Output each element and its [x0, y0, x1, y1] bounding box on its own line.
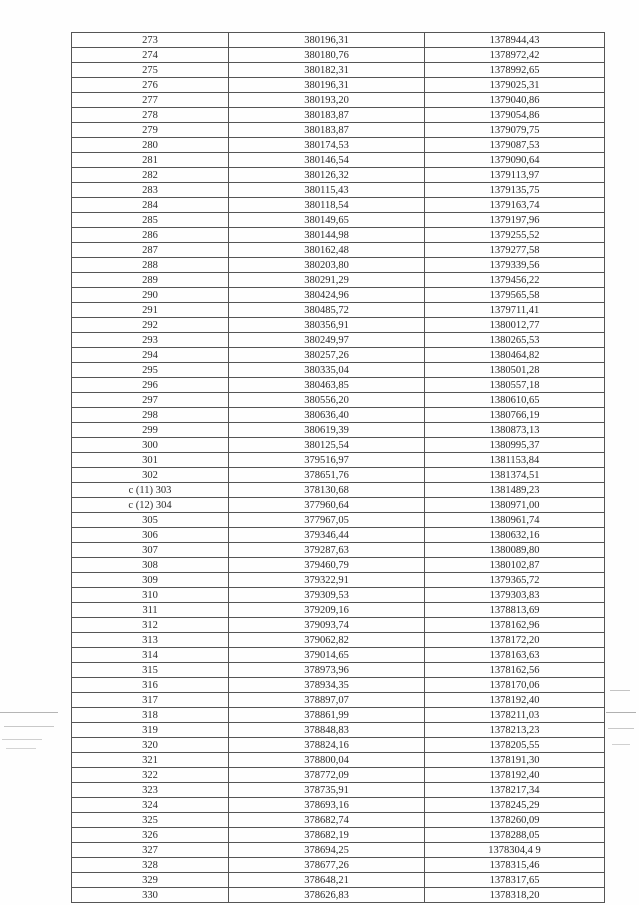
point-number-cell: 321 — [72, 753, 229, 768]
y-coordinate-cell: 1379054,86 — [425, 108, 605, 123]
y-coordinate-cell: 1378992,65 — [425, 63, 605, 78]
point-number-cell: 323 — [72, 783, 229, 798]
point-number-cell: 275 — [72, 63, 229, 78]
x-coordinate-cell: 380619,39 — [229, 423, 425, 438]
table-row — [72, 288, 605, 303]
y-coordinate-cell: 1378318,20 — [425, 888, 605, 903]
table-row — [72, 168, 605, 183]
table-row — [72, 183, 605, 198]
table-row — [72, 483, 605, 498]
point-number-cell: 279 — [72, 123, 229, 138]
y-coordinate-cell: 1380873,13 — [425, 423, 605, 438]
point-number-cell: 273 — [72, 33, 229, 48]
point-number-cell: 319 — [72, 723, 229, 738]
y-coordinate-cell: 1379277,58 — [425, 243, 605, 258]
point-number-cell: 311 — [72, 603, 229, 618]
x-coordinate-cell: 380463,85 — [229, 378, 425, 393]
point-number-cell: 322 — [72, 768, 229, 783]
y-coordinate-cell: 1380501,28 — [425, 363, 605, 378]
x-coordinate-cell: 379346,44 — [229, 528, 425, 543]
point-number-cell: 295 — [72, 363, 229, 378]
x-coordinate-cell: 380556,20 — [229, 393, 425, 408]
x-coordinate-cell: 380424,96 — [229, 288, 425, 303]
table-row — [72, 393, 605, 408]
y-coordinate-cell: 1379090,64 — [425, 153, 605, 168]
point-number-cell: 285 — [72, 213, 229, 228]
y-coordinate-cell: 1378192,40 — [425, 768, 605, 783]
y-coordinate-cell: 1378163,63 — [425, 648, 605, 663]
point-number-cell: 301 — [72, 453, 229, 468]
y-coordinate-cell: 1379197,96 — [425, 213, 605, 228]
point-number-cell: 308 — [72, 558, 229, 573]
table-row — [72, 198, 605, 213]
y-coordinate-cell: 1379711,41 — [425, 303, 605, 318]
x-coordinate-cell: 379516,97 — [229, 453, 425, 468]
table-row — [72, 363, 605, 378]
y-coordinate-cell: 1380265,53 — [425, 333, 605, 348]
y-coordinate-cell: 1378315,46 — [425, 858, 605, 873]
point-number-cell: 290 — [72, 288, 229, 303]
point-number-cell: 293 — [72, 333, 229, 348]
table-row — [72, 768, 605, 783]
x-coordinate-cell: 380485,72 — [229, 303, 425, 318]
table-row — [72, 228, 605, 243]
point-number-cell: 307 — [72, 543, 229, 558]
y-coordinate-cell: 1380012,77 — [425, 318, 605, 333]
y-coordinate-cell: 1378317,65 — [425, 873, 605, 888]
point-number-cell: 326 — [72, 828, 229, 843]
x-coordinate-cell: 378682,19 — [229, 828, 425, 843]
point-number-cell: 283 — [72, 183, 229, 198]
table-row — [72, 468, 605, 483]
x-coordinate-cell: 378648,21 — [229, 873, 425, 888]
y-coordinate-cell: 1378211,03 — [425, 708, 605, 723]
x-coordinate-cell: 378130,68 — [229, 483, 425, 498]
x-coordinate-cell: 380182,31 — [229, 63, 425, 78]
table-row — [72, 573, 605, 588]
x-coordinate-cell: 378934,35 — [229, 678, 425, 693]
x-coordinate-cell: 380162,48 — [229, 243, 425, 258]
point-number-cell: 330 — [72, 888, 229, 903]
x-coordinate-cell: 380144,98 — [229, 228, 425, 243]
point-number-cell: 318 — [72, 708, 229, 723]
x-coordinate-cell: 379309,53 — [229, 588, 425, 603]
table-row — [72, 63, 605, 78]
x-coordinate-cell: 380180,76 — [229, 48, 425, 63]
point-number-cell: 281 — [72, 153, 229, 168]
point-number-cell: 327 — [72, 843, 229, 858]
y-coordinate-cell: 1380089,80 — [425, 543, 605, 558]
y-coordinate-cell: 1378170,06 — [425, 678, 605, 693]
x-coordinate-cell: 380203,80 — [229, 258, 425, 273]
y-coordinate-cell: 1378972,42 — [425, 48, 605, 63]
table-row — [72, 588, 605, 603]
x-coordinate-cell: 379062,82 — [229, 633, 425, 648]
point-number-cell: 296 — [72, 378, 229, 393]
y-coordinate-cell: 1379113,97 — [425, 168, 605, 183]
x-coordinate-cell: 380249,97 — [229, 333, 425, 348]
y-coordinate-cell: 1378205,55 — [425, 738, 605, 753]
y-coordinate-cell: 1379135,75 — [425, 183, 605, 198]
table-row — [72, 858, 605, 873]
x-coordinate-cell: 380115,43 — [229, 183, 425, 198]
point-number-cell: 280 — [72, 138, 229, 153]
x-coordinate-cell: 380335,04 — [229, 363, 425, 378]
point-number-cell: 320 — [72, 738, 229, 753]
y-coordinate-cell: 1378192,40 — [425, 693, 605, 708]
point-number-cell: 278 — [72, 108, 229, 123]
y-coordinate-cell: 1379339,56 — [425, 258, 605, 273]
y-coordinate-cell: 1379040,86 — [425, 93, 605, 108]
y-coordinate-cell: 1379255,52 — [425, 228, 605, 243]
point-number-cell: 309 — [72, 573, 229, 588]
y-coordinate-cell: 1379565,58 — [425, 288, 605, 303]
x-coordinate-cell: 379093,74 — [229, 618, 425, 633]
table-row — [72, 753, 605, 768]
x-coordinate-cell: 380125,54 — [229, 438, 425, 453]
y-coordinate-cell: 1381374,51 — [425, 468, 605, 483]
table-row — [72, 153, 605, 168]
x-coordinate-cell: 377967,05 — [229, 513, 425, 528]
table-row — [72, 648, 605, 663]
y-coordinate-cell: 1378813,69 — [425, 603, 605, 618]
x-coordinate-cell: 380291,29 — [229, 273, 425, 288]
x-coordinate-cell: 380257,26 — [229, 348, 425, 363]
y-coordinate-cell: 1378944,43 — [425, 33, 605, 48]
x-coordinate-cell: 378772,09 — [229, 768, 425, 783]
point-number-cell: 315 — [72, 663, 229, 678]
y-coordinate-cell: 1379456,22 — [425, 273, 605, 288]
y-coordinate-cell: 1378213,23 — [425, 723, 605, 738]
table-row — [72, 258, 605, 273]
table-row — [72, 543, 605, 558]
y-coordinate-cell: 1380557,18 — [425, 378, 605, 393]
table-row — [72, 873, 605, 888]
table-row — [72, 813, 605, 828]
x-coordinate-cell: 380193,20 — [229, 93, 425, 108]
table-row — [72, 453, 605, 468]
table-row — [72, 723, 605, 738]
table-row — [72, 678, 605, 693]
table-row — [72, 513, 605, 528]
point-number-cell: 284 — [72, 198, 229, 213]
x-coordinate-cell: 378651,76 — [229, 468, 425, 483]
x-coordinate-cell: 378973,96 — [229, 663, 425, 678]
table-row — [72, 273, 605, 288]
table-row — [72, 243, 605, 258]
x-coordinate-cell: 378677,26 — [229, 858, 425, 873]
table-row — [72, 693, 605, 708]
table-row — [72, 618, 605, 633]
x-coordinate-cell: 378693,16 — [229, 798, 425, 813]
table-row — [72, 738, 605, 753]
x-coordinate-cell: 380146,54 — [229, 153, 425, 168]
x-coordinate-cell: 380356,91 — [229, 318, 425, 333]
table-row — [72, 498, 605, 513]
table-row — [72, 603, 605, 618]
table-row — [72, 558, 605, 573]
x-coordinate-cell: 379014,65 — [229, 648, 425, 663]
y-coordinate-cell: 1380995,37 — [425, 438, 605, 453]
table-row — [72, 123, 605, 138]
table-row — [72, 138, 605, 153]
point-number-cell: 277 — [72, 93, 229, 108]
table-row — [72, 33, 605, 48]
point-number-cell: 325 — [72, 813, 229, 828]
y-coordinate-cell: 1379303,83 — [425, 588, 605, 603]
x-coordinate-cell: 378800,04 — [229, 753, 425, 768]
x-coordinate-cell: 379460,79 — [229, 558, 425, 573]
point-number-cell: 314 — [72, 648, 229, 663]
y-coordinate-cell: 1380961,74 — [425, 513, 605, 528]
y-coordinate-cell: 1379163,74 — [425, 198, 605, 213]
point-number-cell: c (12) 304 — [72, 498, 229, 513]
x-coordinate-cell: 379287,63 — [229, 543, 425, 558]
x-coordinate-cell: 380126,32 — [229, 168, 425, 183]
x-coordinate-cell: 378694,25 — [229, 843, 425, 858]
y-coordinate-cell: 1380102,87 — [425, 558, 605, 573]
point-number-cell: 298 — [72, 408, 229, 423]
point-number-cell: 328 — [72, 858, 229, 873]
point-number-cell: 329 — [72, 873, 229, 888]
point-number-cell: c (11) 303 — [72, 483, 229, 498]
x-coordinate-cell: 379322,91 — [229, 573, 425, 588]
coordinates-table — [71, 32, 605, 903]
table-row — [72, 78, 605, 93]
table-row — [72, 708, 605, 723]
table-row — [72, 108, 605, 123]
y-coordinate-cell: 1380971,00 — [425, 498, 605, 513]
x-coordinate-cell: 379209,16 — [229, 603, 425, 618]
table-row — [72, 828, 605, 843]
point-number-cell: 294 — [72, 348, 229, 363]
x-coordinate-cell: 380149,65 — [229, 213, 425, 228]
y-coordinate-cell: 1379079,75 — [425, 123, 605, 138]
y-coordinate-cell: 1378172,20 — [425, 633, 605, 648]
point-number-cell: 282 — [72, 168, 229, 183]
x-coordinate-cell: 378626,83 — [229, 888, 425, 903]
point-number-cell: 286 — [72, 228, 229, 243]
x-coordinate-cell: 380636,40 — [229, 408, 425, 423]
y-coordinate-cell: 1378304,4 9 — [425, 843, 605, 858]
point-number-cell: 289 — [72, 273, 229, 288]
table-row — [72, 318, 605, 333]
point-number-cell: 288 — [72, 258, 229, 273]
y-coordinate-cell: 1380632,16 — [425, 528, 605, 543]
coordinates-table-body — [72, 33, 605, 903]
table-row — [72, 333, 605, 348]
point-number-cell: 300 — [72, 438, 229, 453]
table-row — [72, 438, 605, 453]
point-number-cell: 312 — [72, 618, 229, 633]
point-number-cell: 310 — [72, 588, 229, 603]
table-row — [72, 663, 605, 678]
scan-artifact-right — [606, 690, 639, 750]
point-number-cell: 302 — [72, 468, 229, 483]
y-coordinate-cell: 1378191,30 — [425, 753, 605, 768]
x-coordinate-cell: 378861,99 — [229, 708, 425, 723]
table-row — [72, 348, 605, 363]
table-row — [72, 798, 605, 813]
point-number-cell: 299 — [72, 423, 229, 438]
y-coordinate-cell: 1379365,72 — [425, 573, 605, 588]
y-coordinate-cell: 1380610,65 — [425, 393, 605, 408]
point-number-cell: 297 — [72, 393, 229, 408]
table-row — [72, 423, 605, 438]
y-coordinate-cell: 1378162,56 — [425, 663, 605, 678]
table-row — [72, 378, 605, 393]
y-coordinate-cell: 1379087,53 — [425, 138, 605, 153]
y-coordinate-cell: 1378217,34 — [425, 783, 605, 798]
point-number-cell: 276 — [72, 78, 229, 93]
y-coordinate-cell: 1381153,84 — [425, 453, 605, 468]
y-coordinate-cell: 1381489,23 — [425, 483, 605, 498]
y-coordinate-cell: 1378245,29 — [425, 798, 605, 813]
x-coordinate-cell: 380196,31 — [229, 33, 425, 48]
table-row — [72, 783, 605, 798]
table-row — [72, 213, 605, 228]
y-coordinate-cell: 1378162,96 — [425, 618, 605, 633]
table-row — [72, 528, 605, 543]
point-number-cell: 287 — [72, 243, 229, 258]
table-row — [72, 303, 605, 318]
table-row — [72, 93, 605, 108]
scan-artifact-left — [0, 712, 62, 752]
x-coordinate-cell: 378682,74 — [229, 813, 425, 828]
point-number-cell: 292 — [72, 318, 229, 333]
table-row — [72, 48, 605, 63]
y-coordinate-cell: 1378288,05 — [425, 828, 605, 843]
point-number-cell: 305 — [72, 513, 229, 528]
y-coordinate-cell: 1379025,31 — [425, 78, 605, 93]
x-coordinate-cell: 378735,91 — [229, 783, 425, 798]
point-number-cell: 306 — [72, 528, 229, 543]
point-number-cell: 317 — [72, 693, 229, 708]
x-coordinate-cell: 378848,83 — [229, 723, 425, 738]
x-coordinate-cell: 380183,87 — [229, 123, 425, 138]
x-coordinate-cell: 380196,31 — [229, 78, 425, 93]
point-number-cell: 291 — [72, 303, 229, 318]
x-coordinate-cell: 378824,16 — [229, 738, 425, 753]
point-number-cell: 324 — [72, 798, 229, 813]
table-row — [72, 408, 605, 423]
y-coordinate-cell: 1380766,19 — [425, 408, 605, 423]
x-coordinate-cell: 380174,53 — [229, 138, 425, 153]
x-coordinate-cell: 378897,07 — [229, 693, 425, 708]
table-row — [72, 888, 605, 903]
point-number-cell: 313 — [72, 633, 229, 648]
x-coordinate-cell: 380183,87 — [229, 108, 425, 123]
table-row — [72, 843, 605, 858]
y-coordinate-cell: 1378260,09 — [425, 813, 605, 828]
y-coordinate-cell: 1380464,82 — [425, 348, 605, 363]
x-coordinate-cell: 377960,64 — [229, 498, 425, 513]
point-number-cell: 274 — [72, 48, 229, 63]
table-row — [72, 633, 605, 648]
x-coordinate-cell: 380118,54 — [229, 198, 425, 213]
point-number-cell: 316 — [72, 678, 229, 693]
